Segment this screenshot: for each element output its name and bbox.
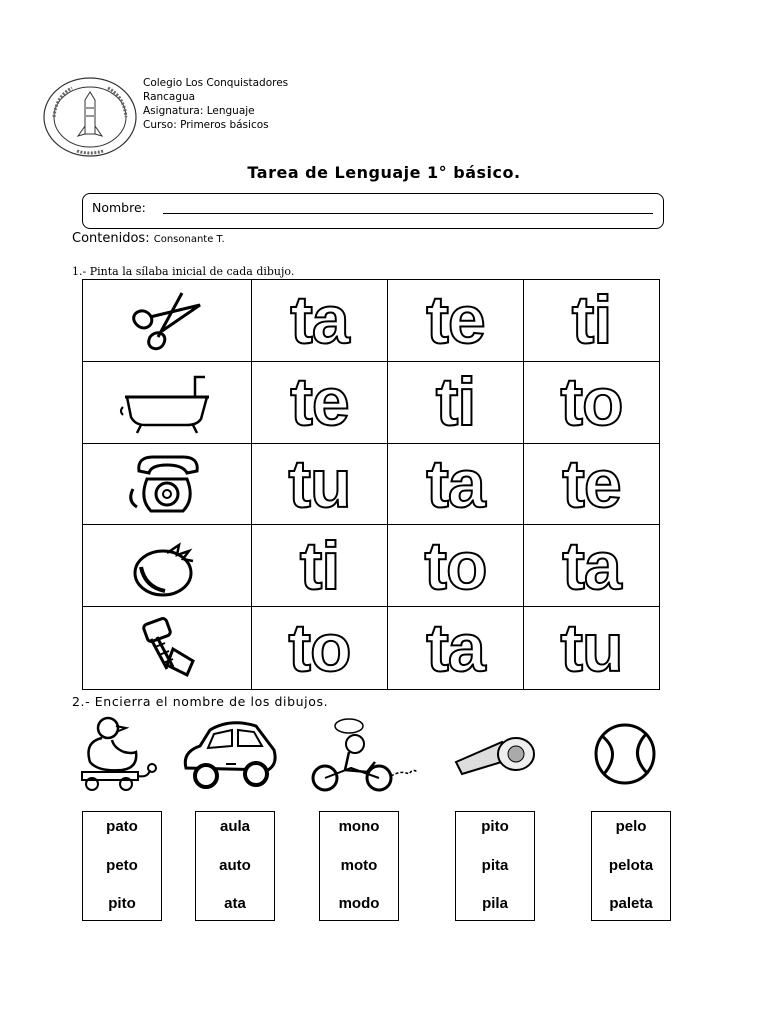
- syllable-cell[interactable]: [252, 525, 388, 607]
- picture-cell: [83, 444, 252, 526]
- bathtub-icon: [117, 367, 217, 437]
- syllable-cell[interactable]: [524, 362, 659, 444]
- syllable: ta: [562, 527, 621, 604]
- syllable-cell[interactable]: [252, 444, 388, 526]
- picture-cell: [83, 607, 252, 689]
- word-box: [82, 811, 162, 921]
- word-option[interactable]: moto: [340, 856, 378, 874]
- syllable-cell[interactable]: [388, 525, 524, 607]
- syllable-cell[interactable]: [524, 444, 659, 526]
- syllable-cell[interactable]: [524, 280, 659, 362]
- picture-cell: [83, 362, 252, 444]
- course-line: Curso: Primeros básicos: [143, 119, 269, 131]
- subject-line: Asignatura: Lenguaje: [143, 105, 255, 117]
- name-field[interactable]: [163, 213, 653, 214]
- word-option[interactable]: mono: [338, 818, 380, 835]
- word-option[interactable]: pila: [482, 895, 508, 912]
- syllable: ti: [299, 527, 340, 604]
- screw-nut-icon: [127, 613, 207, 683]
- word-option[interactable]: pelo: [615, 818, 647, 835]
- word-option[interactable]: paleta: [609, 895, 653, 912]
- contents-value: Consonante T.: [153, 234, 225, 245]
- word-box: [455, 811, 535, 921]
- word-option[interactable]: pelota: [608, 856, 654, 874]
- motorcycle-icon: [305, 712, 420, 797]
- syllable: ta: [290, 282, 349, 359]
- syllable: tu: [288, 445, 351, 522]
- whistle-icon: [452, 712, 538, 797]
- word-option[interactable]: modo: [338, 895, 380, 912]
- syllable-cell[interactable]: [252, 280, 388, 362]
- syllable-cell[interactable]: [388, 362, 524, 444]
- duck-icon: [78, 712, 160, 797]
- school-city: Rancagua: [143, 91, 196, 103]
- word-box: [195, 811, 275, 921]
- school-seal-logo: [42, 76, 138, 158]
- word-option[interactable]: pito: [108, 895, 136, 912]
- word-option[interactable]: peto: [106, 856, 138, 874]
- word-box: [591, 811, 671, 921]
- school-name: Colegio Los Conquistadores: [143, 77, 289, 89]
- contents-line: [72, 231, 225, 246]
- syllable-cell[interactable]: [524, 607, 659, 689]
- word-option[interactable]: aula: [219, 818, 250, 835]
- word-option[interactable]: auto: [219, 856, 251, 874]
- syllable-cell[interactable]: [388, 280, 524, 362]
- syllable: tu: [560, 610, 623, 687]
- car-icon: [180, 712, 280, 797]
- syllable: te: [562, 445, 621, 522]
- word-option[interactable]: pita: [481, 856, 509, 874]
- syllable-cell[interactable]: [388, 607, 524, 689]
- syllable-cell[interactable]: [252, 607, 388, 689]
- exercise1-instruction: 1.- Pinta la sílaba inicial de cada dibujo.: [72, 265, 295, 278]
- tomato-icon: [127, 531, 207, 601]
- syllable: to: [288, 610, 351, 687]
- syllable: te: [426, 282, 485, 359]
- word-option[interactable]: pato: [106, 818, 138, 835]
- exercise2-instruction: 2.- Encierra el nombre de los dibujos.: [72, 694, 329, 709]
- syllable-grid: [82, 279, 660, 690]
- syllable: ta: [426, 445, 485, 522]
- picture-cell: [83, 525, 252, 607]
- syllable: to: [424, 527, 487, 604]
- syllable: te: [290, 364, 349, 441]
- name-label: Nombre:: [92, 200, 146, 215]
- picture-cell: [83, 280, 252, 362]
- telephone-icon: [127, 449, 207, 519]
- name-box: [82, 193, 664, 229]
- syllable: to: [560, 364, 623, 441]
- school-info: [143, 76, 288, 132]
- syllable: ti: [571, 282, 612, 359]
- page-title: Tarea de Lenguaje 1° básico.: [247, 163, 521, 182]
- syllable-cell[interactable]: [388, 444, 524, 526]
- syllable: ta: [426, 610, 485, 687]
- syllable-cell[interactable]: [252, 362, 388, 444]
- word-option[interactable]: pito: [481, 818, 509, 835]
- word-option[interactable]: ata: [224, 895, 246, 912]
- ball-icon: [590, 712, 660, 797]
- syllable-cell[interactable]: [524, 525, 659, 607]
- contents-label: Contenidos:: [72, 231, 150, 246]
- scissors-icon: [122, 285, 212, 355]
- syllable: ti: [435, 364, 476, 441]
- word-box: [319, 811, 399, 921]
